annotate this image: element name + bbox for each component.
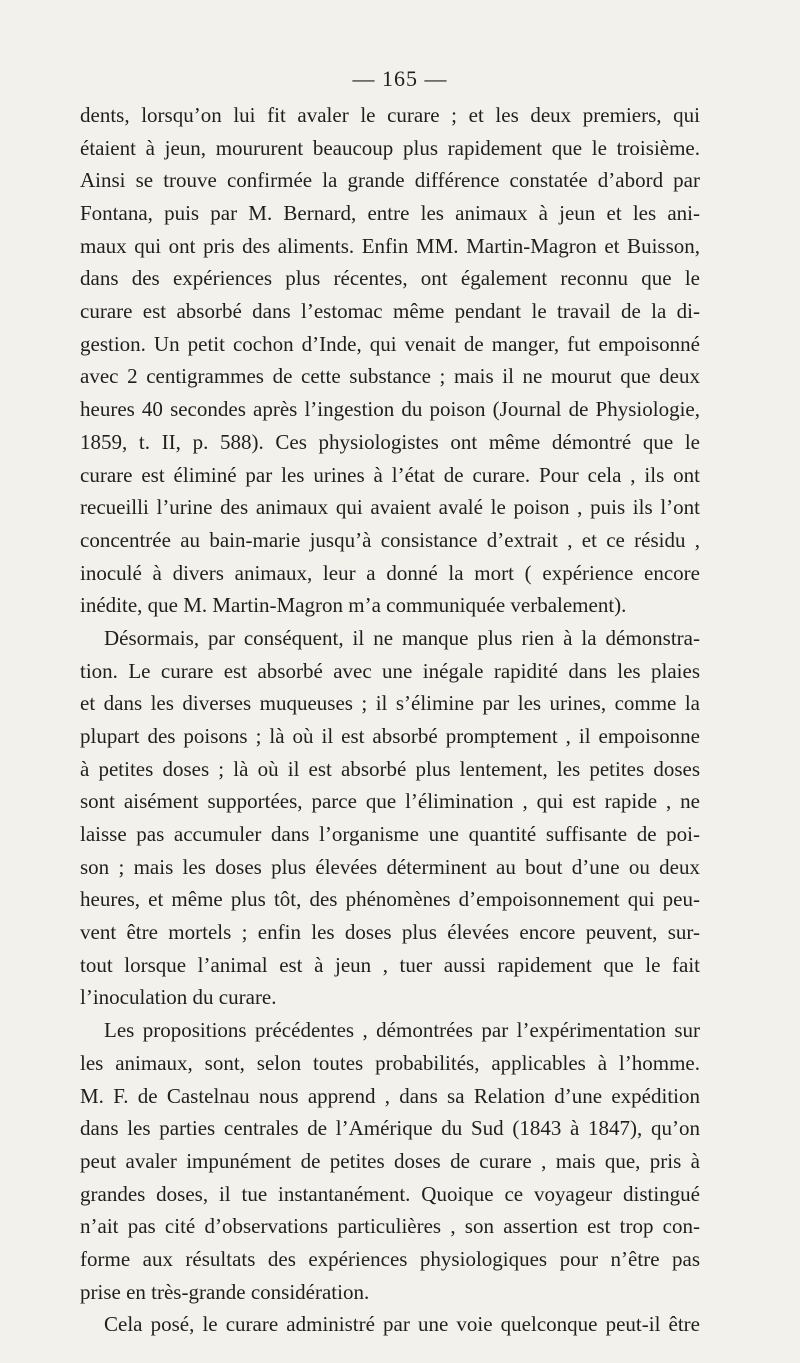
text-line-8: gestion. Un petit cochon d’Inde, qui venait de manger, fut empoisonné (80, 332, 700, 356)
text-line-16: inédite, que M. Martin-Magron m’a communiquée verbalement). (80, 593, 627, 617)
page-number: — 165 — (352, 66, 448, 91)
text-line-20: plupart des poisons ; là où il est absorbé promptement , il empoisonne (80, 724, 700, 748)
text-line-26: vent être mortels ; enfin les doses plus élevées encore peuvent, sur- (80, 920, 700, 944)
text-line-4: Fontana, puis par M. Bernard, entre les animaux à jeun et les ani- (80, 201, 700, 225)
text-line-12: curare est éliminé par les urines à l’état de curare. Pour cela , ils ont (80, 463, 700, 487)
text-line-30: les animaux, sont, selon toutes probabilités, applicables à l’homme. (80, 1051, 700, 1075)
text-line-25: heures, et même plus tôt, des phénomènes d’empoisonnement qui peu- (80, 887, 700, 911)
text-line-7: curare est absorbé dans l’estomac même pendant le travail de la di- (80, 299, 700, 323)
text-line-14: concentrée au bain-marie jusqu’à consistance d’extrait , et ce résidu , (80, 528, 700, 552)
text-line-29: Les propositions précédentes , démontrées par l’expérimentation sur (104, 1018, 700, 1042)
text-line-35: n’ait pas cité d’observations particulières , son assertion est trop con- (80, 1214, 700, 1238)
text-line-19: et dans les diverses muqueuses ; il s’élimine par les urines, comme la (80, 691, 700, 715)
text-line-36: forme aux résultats des expériences physiologiques pour n’être pas (80, 1247, 700, 1271)
text-line-13: recueilli l’urine des animaux qui avaient avalé le poison , puis ils l’ont (80, 495, 700, 519)
text-line-28: l’inoculation du curare. (80, 985, 277, 1009)
text-line-3: Ainsi se trouve confirmée la grande différence constatée d’abord par (80, 168, 700, 192)
text-line-1: dents, lorsqu’on lui fit avaler le curare ; et les deux premiers, qui (80, 103, 700, 127)
text-line-18: tion. Le curare est absorbé avec une inégale rapidité dans les plaies (80, 659, 700, 683)
text-line-5: maux qui ont pris des aliments. Enfin MM. Martin-Magron et Buisson, (80, 234, 700, 258)
text-line-27: tout lorsque l’animal est à jeun , tuer aussi rapidement que le fait (80, 953, 700, 977)
text-line-2: étaient à jeun, moururent beaucoup plus rapidement que le troisième. (80, 136, 700, 160)
text-line-22: sont aisément supportées, parce que l’élimination , qui est rapide , ne (80, 789, 700, 813)
text-line-23: laisse pas accumuler dans l’organisme une quantité suffisante de poi- (80, 822, 700, 846)
text-line-24: son ; mais les doses plus élevées déterminent au bout d’une ou deux (80, 855, 700, 879)
text-line-21: à petites doses ; là où il est absorbé plus lentement, les petites doses (80, 757, 700, 781)
text-line-37: prise en très-grande considération. (80, 1280, 370, 1304)
text-line-38: Cela posé, le curare administré par une voie quelconque peut-il être (104, 1312, 700, 1336)
text-line-33: peut avaler impunément de petites doses de curare , mais que, pris à (80, 1149, 700, 1173)
text-line-11: 1859, t. II, p. 588). Ces physiologistes ont même démontré que le (80, 430, 700, 454)
text-line-32: dans les parties centrales de l’Amérique du Sud (1843 à 1847), qu’on (80, 1116, 700, 1140)
text-line-9: avec 2 centigrammes de cette substance ; mais il ne mourut que deux (80, 364, 700, 388)
text-line-34: grandes doses, il tue instantanément. Quoique ce voyageur distingué (80, 1182, 700, 1206)
text-line-10: heures 40 secondes après l’ingestion du poison (Journal de Physiologie, (80, 397, 700, 421)
text-line-15: inoculé à divers animaux, leur a donné la mort ( expérience encore (80, 561, 700, 585)
text-line-31: M. F. de Castelnau nous apprend , dans sa Relation d’une expédition (80, 1084, 700, 1108)
text-line-6: dans des expériences plus récentes, ont également reconnu que le (80, 266, 700, 290)
text-line-17: Désormais, par conséquent, il ne manque plus rien à la démonstra- (104, 626, 700, 650)
